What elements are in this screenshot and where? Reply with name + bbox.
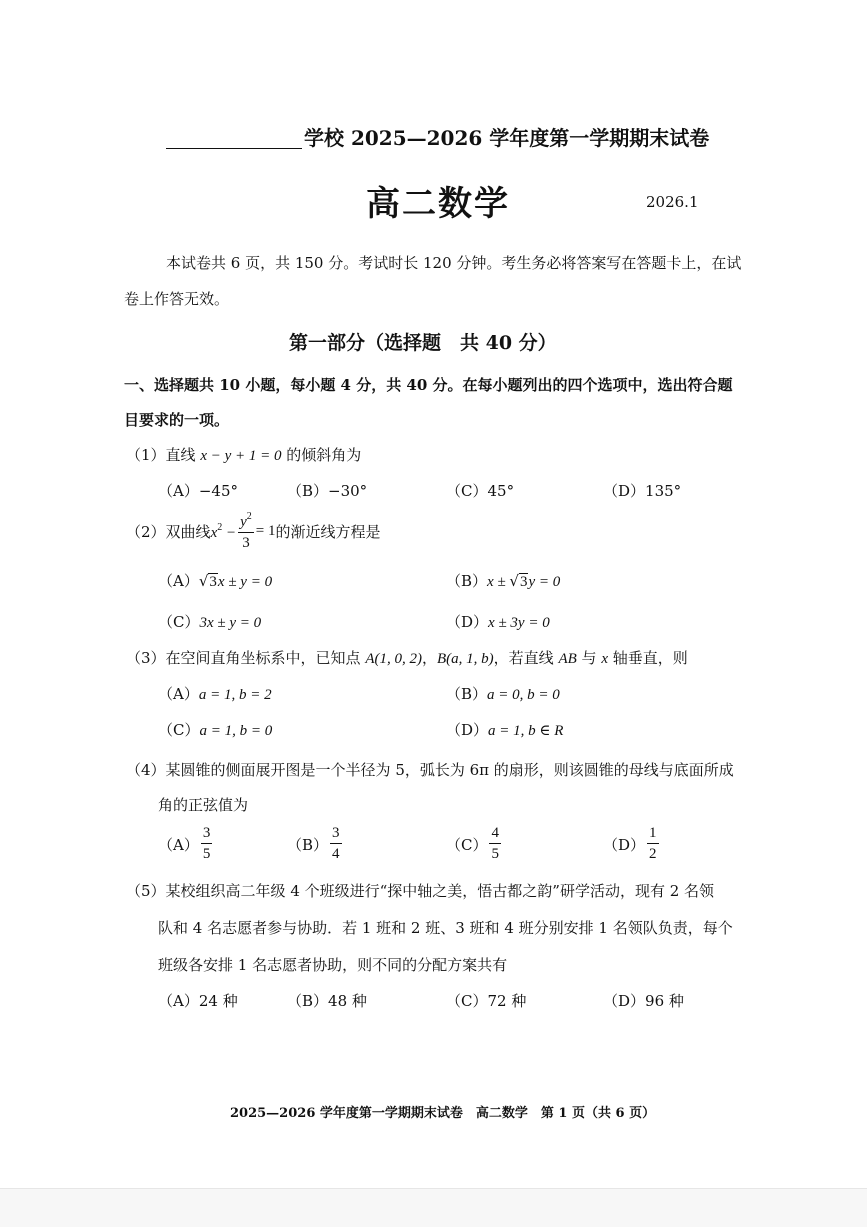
option-a: （A）24 种 bbox=[158, 992, 238, 1010]
line-ab: AB bbox=[558, 651, 577, 667]
question-number: （4） bbox=[126, 761, 166, 779]
section-intro-line-2: 目要求的一项。 bbox=[124, 411, 230, 429]
option-d: （D）a = 1, b ∈ R bbox=[446, 721, 564, 739]
option-d: （D） $\frac{1}{2}$ bbox=[603, 825, 657, 862]
option-c: （C） $\frac{4}{5}$ bbox=[446, 825, 499, 862]
option-b: （B） $\frac{3}{4}$ bbox=[287, 825, 340, 862]
question-number: （5） bbox=[126, 882, 166, 900]
page-title: 高二数学 bbox=[366, 184, 510, 224]
fraction: $\frac{4}{5}$ bbox=[491, 825, 499, 862]
exam-date: 2026.1 bbox=[646, 193, 699, 211]
point-b: B(a, 1, b) bbox=[437, 651, 494, 667]
option-c: （C）3x ± y = 0 bbox=[158, 613, 262, 631]
stem-text: 的渐近线方程是 bbox=[275, 523, 381, 541]
stem-text: 直线 bbox=[165, 446, 201, 464]
section-intro-line-1: 一、选择题共 10 小题，每小题 4 分，共 40 分。在每小题列出的四个选项中，选出符合题 bbox=[124, 376, 733, 394]
instructions-line-1: 本试卷共 6 页，共 150 分。考试时长 120 分钟。考生务必将答案写在答题卡上，在试 bbox=[166, 254, 742, 272]
line-equation: x − y + 1 = 0 bbox=[200, 448, 282, 464]
option-b: （B）48 种 bbox=[287, 992, 367, 1010]
question-5-stem-line-3: 班级各安排 1 名志愿者协助，则不同的分配方案共有 bbox=[158, 956, 508, 974]
hyperbola-x-term: $x^2$ − bbox=[210, 521, 237, 541]
instructions-line-2: 卷上作答无效。 bbox=[124, 290, 230, 308]
question-5-stem-line-1: （5）某校组织高二年级 4 个班级进行“探中轴之美，悟古都之韵”研学活动，现有 2 名领 bbox=[126, 882, 715, 900]
question-number: （3） bbox=[126, 649, 166, 667]
option-c: （C）45° bbox=[446, 482, 515, 500]
question-number: （1） bbox=[126, 446, 166, 464]
page-bottom-edge bbox=[0, 1188, 867, 1227]
question-1-stem bbox=[126, 444, 361, 465]
option-c: （C）72 种 bbox=[446, 992, 527, 1010]
question-number: （2） bbox=[126, 523, 166, 541]
fraction: $\frac{3}{4}$ bbox=[332, 825, 340, 862]
equals-one: = 1 bbox=[255, 523, 276, 539]
fraction: $\frac{3}{5}$ bbox=[202, 825, 211, 862]
question-5-stem-line-2: 队和 4 名志愿者参与协助．若 1 班和 2 班、3 班和 4 班分别安排 1 名领队负责，每个 bbox=[158, 919, 733, 937]
question-3-stem: （3）在空间直角坐标系中，已知点 A(1, 0, 2)，B(a, 1, b)，若直线 AB 与 x 轴垂直，则 bbox=[126, 649, 688, 667]
fraction: $\frac{1}{2}$ bbox=[649, 825, 657, 862]
option-a: （A）a = 1, b = 2 bbox=[158, 685, 272, 703]
option-a: （A）−45° bbox=[158, 482, 238, 500]
part-heading: 第一部分（选择题 共 40 分） bbox=[289, 332, 557, 354]
sqrt-symbol: √3 bbox=[509, 572, 528, 590]
question-4-stem-line-1: （4）某圆锥的侧面展开图是一个半径为 5，弧长为 6π 的扇形，则该圆锥的母线与底面所成 bbox=[126, 761, 734, 779]
option-b: （B）a = 0, b = 0 bbox=[446, 685, 560, 703]
option-a: （A）√3x ± y = 0 bbox=[158, 572, 273, 590]
sqrt-symbol: √3 bbox=[198, 572, 217, 590]
option-d: （D）96 种 bbox=[603, 992, 684, 1010]
stem-text: 双曲线 bbox=[165, 523, 211, 541]
stem-text: 的倾斜角为 bbox=[281, 446, 362, 464]
option-b: （B）x ± √3y = 0 bbox=[446, 572, 561, 590]
point-a: A(1, 0, 2) bbox=[365, 651, 422, 667]
page-footer: 2025—2026 学年度第一学期期末试卷 高二数学 第 1 页（共 6 页） bbox=[230, 1106, 656, 1121]
fraction: $\frac{y^2}{3}$ bbox=[240, 511, 252, 551]
option-c: （C）a = 1, b = 0 bbox=[158, 721, 273, 739]
question-2-stem bbox=[126, 512, 381, 551]
question-4-stem-line-2: 角的正弦值为 bbox=[158, 796, 249, 814]
option-a: （A） $\frac{3}{5}$ bbox=[158, 825, 211, 862]
x-axis-symbol: x bbox=[601, 651, 608, 667]
school-name-blank-line bbox=[166, 148, 302, 149]
option-b: （B）−30° bbox=[287, 482, 368, 500]
exam-school-line: 学校 2025—2026 学年度第一学期期末试卷 bbox=[304, 126, 710, 150]
option-d: （D）135° bbox=[603, 482, 682, 500]
option-d: （D）x ± 3y = 0 bbox=[446, 613, 550, 631]
